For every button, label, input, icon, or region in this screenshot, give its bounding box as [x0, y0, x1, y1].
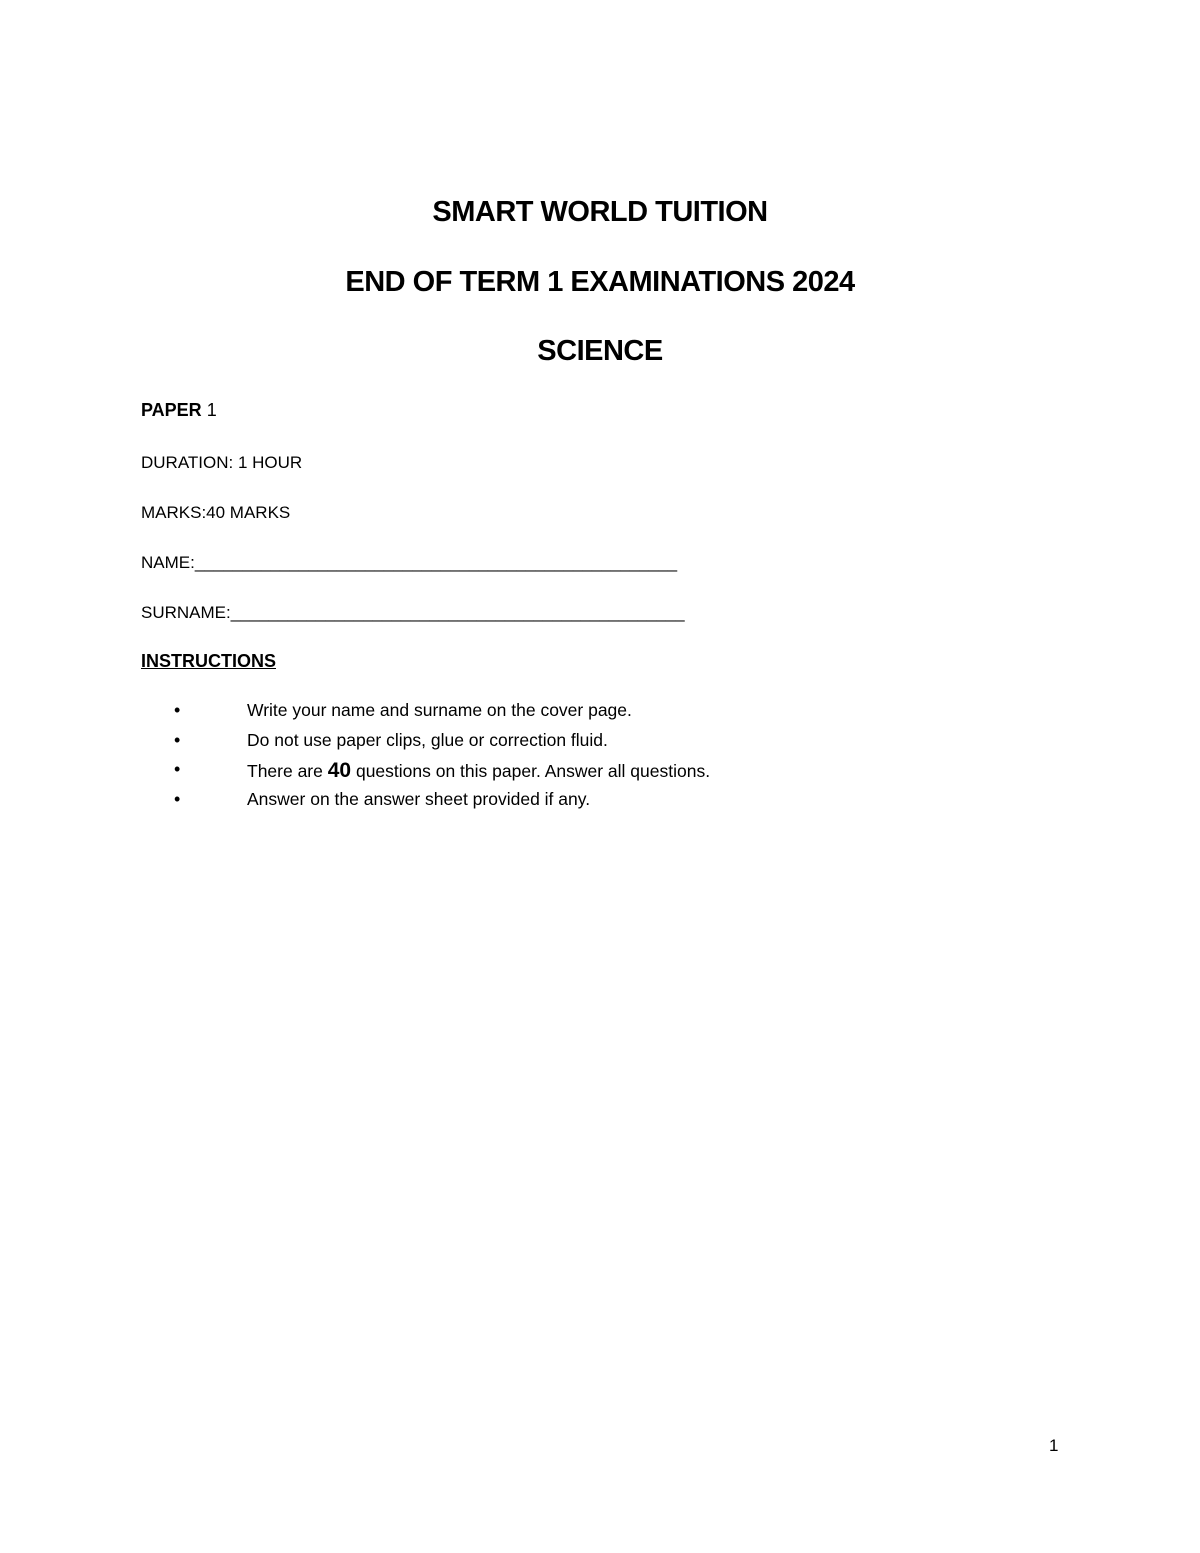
- instruction-text: Do not use paper clips, glue or correction fluid.: [247, 729, 608, 750]
- marks-line: MARKS:40 MARKS: [141, 503, 291, 522]
- paper-label-text: PAPER: [141, 400, 202, 420]
- school-title: SMART WORLD TUITION: [432, 196, 768, 228]
- bullet-icon: •: [174, 759, 181, 779]
- instruction-item: [0, 759, 1200, 789]
- paper-number: 1: [206, 400, 217, 420]
- page-number: 1: [1049, 1436, 1059, 1455]
- subject-title: SCIENCE: [537, 335, 663, 367]
- duration-line: DURATION: 1 HOUR: [141, 453, 303, 472]
- exam-title: END OF TERM 1 EXAMINATIONS 2024: [345, 266, 855, 298]
- instruction-item: [0, 730, 1200, 760]
- surname-field: SURNAME:________________________________________________: [141, 603, 685, 622]
- paper-label: [141, 400, 217, 421]
- instruction-text: Write your name and surname on the cover page.: [247, 700, 632, 720]
- instruction-item: [0, 789, 1200, 819]
- instructions-heading: INSTRUCTIONS: [141, 651, 276, 671]
- instructions-list: [0, 700, 1200, 818]
- instruction-text-post: questions on this paper. Answer all questions.: [351, 761, 711, 781]
- instruction-text: [247, 759, 710, 783]
- bullet-icon: •: [174, 700, 181, 720]
- question-count: 40: [327, 759, 352, 782]
- name-field: NAME:___________________________________________________: [141, 553, 678, 572]
- instruction-text: Answer on the answer sheet provided if any.: [247, 788, 591, 809]
- instruction-item: [0, 700, 1200, 730]
- instruction-text-pre: There are: [247, 761, 328, 781]
- bullet-icon: •: [174, 729, 181, 750]
- bullet-icon: •: [174, 788, 181, 809]
